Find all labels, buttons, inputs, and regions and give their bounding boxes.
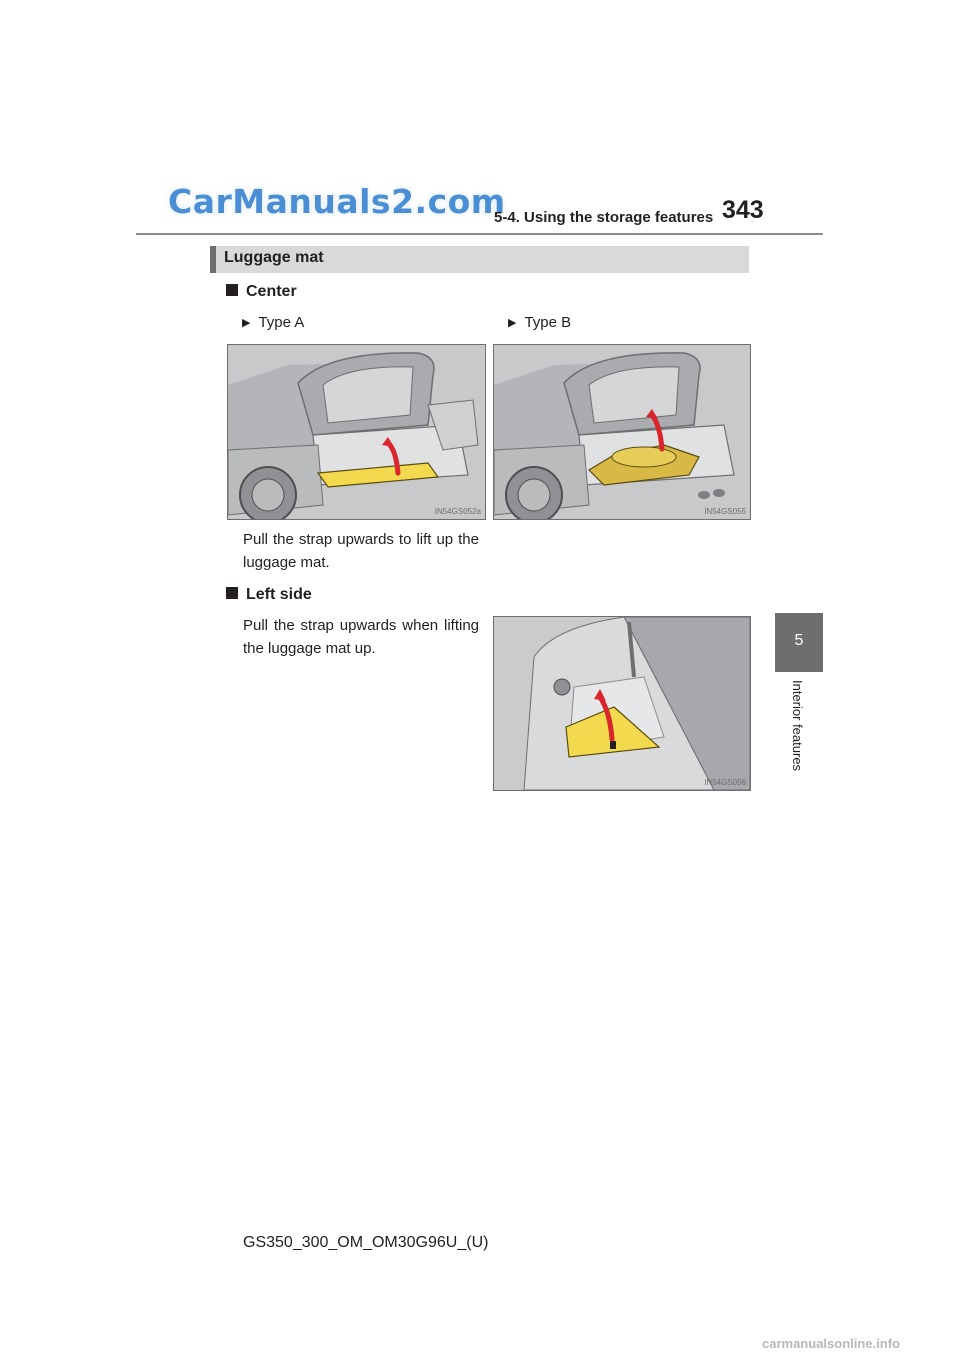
trunk-left-side-illustration	[494, 617, 750, 790]
car-trunk-illustration-a	[228, 345, 485, 519]
subhead-left-side	[226, 586, 312, 604]
subhead-left-side-label: Left side	[246, 586, 312, 603]
watermark-logo: CarManuals2.com	[168, 182, 506, 221]
section-title: Luggage mat	[224, 249, 324, 266]
figure-type-b	[493, 344, 751, 520]
type-b-text: Type B	[524, 314, 572, 331]
chapter-label-text: Interior features	[790, 680, 805, 772]
section-title-bar	[210, 246, 749, 273]
figure-left-side	[493, 616, 751, 791]
square-bullet-icon	[226, 587, 238, 599]
type-a-label	[242, 314, 304, 331]
figure-code-a: IN54GS052a	[434, 507, 481, 516]
running-header-section: 5-4. Using the storage features	[494, 209, 714, 226]
footer-code: GS350_300_OM_OM30G96U_(U)	[243, 1234, 489, 1251]
chapter-number: 5	[794, 632, 804, 649]
left-side-instruction-text: Pull the strap upwards when lifting the luggage mat up.	[243, 617, 479, 657]
subhead-center-label: Center	[246, 283, 297, 300]
page-number: 343	[722, 196, 764, 224]
watermark-bottom: carmanualsonline.info	[762, 1336, 900, 1351]
triangle-bullet-icon: ▶	[242, 317, 251, 329]
subhead-center	[226, 283, 297, 301]
section-bar-accent	[210, 246, 216, 273]
chapter-label	[790, 680, 808, 790]
car-trunk-illustration-b	[494, 345, 750, 519]
header-rule	[136, 233, 823, 235]
chapter-tab	[775, 613, 823, 672]
figure-code-b: IN54GS055	[704, 507, 746, 516]
triangle-bullet-icon: ▶	[508, 317, 517, 329]
figure-type-a	[227, 344, 486, 520]
type-b-label	[508, 314, 571, 331]
figure-code-left-side: IN54GS056	[704, 778, 746, 787]
center-instruction-text: Pull the strap upwards to lift up the luggage mat.	[243, 531, 479, 571]
type-a-text: Type A	[258, 314, 305, 331]
square-bullet-icon	[226, 284, 238, 296]
